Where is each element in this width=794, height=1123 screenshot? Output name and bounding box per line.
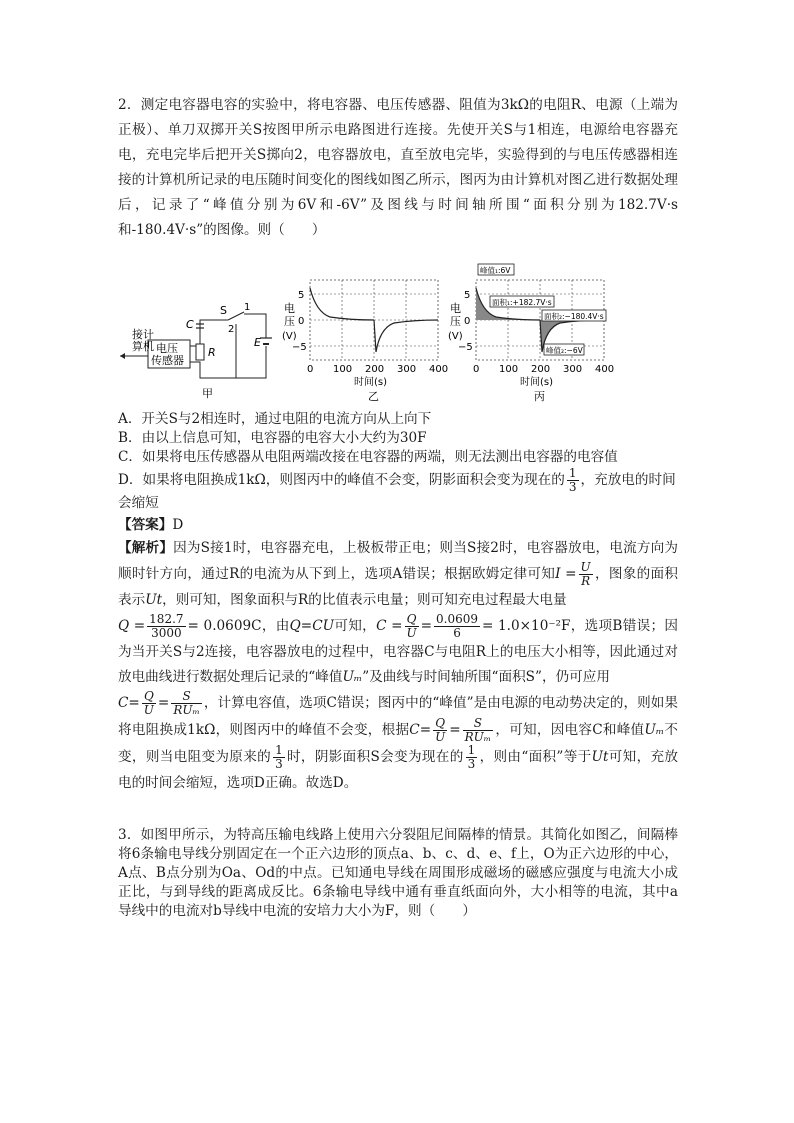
yi-xlabel: 时间(s) — [354, 377, 388, 388]
frac-one-third-2: $\frac{1}{3}$ — [275, 743, 283, 771]
yi-xtick-100: 100 — [333, 364, 353, 375]
bing-area2-label: 面积₂:−180.4V·s — [544, 312, 604, 321]
yi-xtick-300: 300 — [397, 364, 417, 375]
yi-ytick-0: 0 — [298, 316, 305, 327]
explain-part-8: ，可知，因电容C和峰值 — [495, 722, 645, 738]
explain-part-2: ，则可知，图象面积与R的比值表示电量；则可知充电过程最大电量 — [162, 592, 567, 608]
option-a[interactable]: A．开关S与2相连时，通过电阻的电流方向从上向下 — [118, 411, 432, 427]
sensor-label-1: 电压 — [156, 342, 178, 355]
explain-part-0: 因为S接1时，电容器充电，上极板带正电；则当S接2时，电容器放电，电流方向为顺时针方向，通过R的电流为从下到上，选项A错误；根据欧姆定律可知 — [118, 540, 678, 582]
bing-ytick-5: 5 — [464, 290, 471, 301]
caption-bing: 丙 — [534, 390, 545, 403]
bing-xtick-100: 100 — [499, 364, 519, 375]
frac-q-over-u-3: $\frac{Q}{U}$ — [435, 716, 446, 744]
bing-xlabel: 时间(s) — [520, 377, 554, 388]
answer-value: D — [172, 517, 184, 533]
math-eq-3: = — [449, 722, 461, 738]
math-qcu: Q=CU — [289, 618, 335, 634]
computer-label-2: 算机 — [132, 340, 154, 353]
explain-label: 【解析】 — [118, 540, 174, 556]
math-result-c: = 1.0×10⁻²F — [482, 618, 571, 634]
figure-bing-processed-graph — [446, 262, 616, 408]
yi-xtick-400: 400 — [429, 364, 449, 375]
explanation — [118, 536, 678, 796]
explain-part-5: ，选项B错误；因为当开关S与2连接，电容器放电的过程中，电容器C与电阻R上的电压大小相等，因此通过对放电曲线进行数据处理后记录的“峰值 — [118, 618, 679, 685]
explain-part-10: 时，阴影面积S会变为现在的 — [286, 749, 464, 765]
figure-jia-circuit — [116, 300, 296, 400]
resistor — [196, 344, 204, 360]
bing-xtick-0: 0 — [473, 364, 480, 375]
wire-battery — [244, 314, 266, 338]
math-um-2: Uₘ — [644, 722, 665, 738]
explain-part-7: ，计算电容值，选项C错误；图丙中的“峰值”是由电源的电动势决定的，则如果将电阻换成1kΩ，则图丙中的峰值不会变，根据 — [118, 695, 678, 738]
switch-pos-1: 1 — [244, 302, 251, 313]
caption-jia: 甲 — [202, 387, 213, 400]
switch-pos-2: 2 — [228, 324, 235, 335]
yi-ylabel-1: 电 — [284, 302, 295, 315]
frac-one-third-3: $\frac{1}{3}$ — [467, 743, 476, 771]
yi-xtick-200: 200 — [365, 364, 385, 375]
bing-ylabel-2: 压 — [450, 315, 461, 328]
explain-part-12: 可知，充放电的时间会缩短，选项D正确。故选D。 — [118, 749, 679, 791]
yi-ylabel-2: 压 — [284, 315, 295, 328]
math-eq-2: = — [157, 695, 170, 711]
bing-ylabel-1: 电 — [450, 302, 461, 315]
yi-ytick-neg5: −5 — [292, 342, 307, 353]
frac-0609-6: $\frac{0.0609}{6}$ — [436, 612, 479, 640]
wire-top — [190, 320, 228, 346]
arrow-head-icon — [120, 353, 125, 359]
question-3-stem: 3．如图甲所示，为特高压输电线路上使用六分裂阻尼间隔棒的情景。其简化如图乙，间隔棒将6条输电导线分别固定在一个正六边形的顶点a、b、c、d、e、f上，O为正六边形的中心，A点、B点分别为Oa、Od的中点。已知通电导线在周围形成磁场的磁感应强度与电流大小成正比，与到导线的距离成反比。6条输电导线中通有垂直纸面向外，大小相等的电流，其中a导线中的电流对b导线中电流的安培力大小为F，则（ ） — [118, 827, 678, 919]
option-b[interactable]: B．由以上信息可知，电容器的电容大小大约为30F — [118, 430, 427, 446]
bing-ytick-0: 0 — [464, 316, 471, 327]
option-d-text-2: ，充放电的时间会缩短 — [118, 472, 676, 511]
capacitor-label: C — [186, 318, 194, 331]
math-ut: Ut — [145, 592, 163, 608]
yi-xtick-0: 0 — [307, 364, 314, 375]
math-c: C = — [376, 618, 403, 634]
explain-part-4: 可知， — [334, 618, 377, 634]
math-ut-2: Ut — [591, 749, 609, 765]
option-d[interactable] — [118, 467, 678, 513]
frac-q-over-u: $\frac{Q}{U}$ — [406, 612, 417, 640]
explain-part-6: ”及曲线与时间轴所围“面积S”，仍可应用 — [362, 669, 610, 685]
math-q: Q = — [118, 618, 146, 634]
yi-ylabel-3: (V) — [282, 331, 297, 342]
bing-ytick-neg5: −5 — [458, 342, 473, 353]
math-eq-1: = — [420, 618, 433, 634]
math-c-3: C= — [409, 722, 432, 738]
explain-part-1: ，图象的面积表示 — [118, 566, 678, 608]
math-i: I = — [555, 566, 577, 582]
bing-ylabel-3: (V) — [448, 331, 463, 342]
option-c[interactable]: C．如果将电压传感器从电阻两端改接在电容器的两端，则无法测出电容器的电容值 — [118, 449, 618, 465]
bing-xtick-300: 300 — [563, 364, 583, 375]
frac-s-over-rum: $\frac{S}{\text{RUₘ}}$ — [173, 689, 200, 717]
resistor-label: R — [208, 346, 216, 359]
frac-u-over-r: $\frac{U}{R}$ — [580, 560, 591, 588]
bing-xtick-400: 400 — [595, 364, 615, 375]
figure-yi-voltage-graph — [280, 272, 450, 408]
computer-label-1: 接计 — [132, 328, 154, 341]
frac-q-over-u-2: $\frac{Q}{U}$ — [143, 689, 154, 717]
bing-xtick-200: 200 — [531, 364, 551, 375]
answer-label: 【答案】 — [118, 517, 173, 533]
math-um-1: Uₘ — [342, 669, 363, 685]
math-result-q: = 0.0609C — [187, 618, 262, 634]
option-d-text-1: D．如果将电阻换成1kΩ，则图丙中的峰值不会变，阴影面积会变为现在的 — [118, 472, 565, 488]
frac-s-over-rum-2: $\frac{S}{\text{RUₘ}}$ — [464, 716, 492, 744]
caption-yi: 乙 — [368, 390, 379, 403]
switch-blade — [228, 312, 244, 320]
yi-ytick-5: 5 — [298, 290, 305, 301]
frac-1827-3000: $\frac{182.7}{3000}$ — [149, 612, 184, 640]
math-c-2: C= — [118, 695, 140, 711]
explain-part-11: ，则由“面积”等于 — [479, 749, 592, 765]
bing-area1-label: 面积₁:+182.7V·s — [492, 298, 552, 307]
bing-peak1-label: 峰值₁:6V — [480, 266, 511, 275]
battery-label: E — [254, 336, 261, 349]
bing-peak2-label: 峰值₂:−6V — [546, 346, 583, 355]
switch-label: S — [220, 304, 227, 317]
sensor-label-2: 传感器 — [151, 354, 184, 367]
question-2-options — [118, 410, 678, 513]
answer-line — [118, 516, 678, 535]
frac-one-third: $\frac{1}{3}$ — [568, 466, 577, 494]
explain-part-3: ，由 — [261, 618, 290, 634]
question-2-stem: 2．测定电容器电容的实验中，将电容器、电压传感器、阻值为3kΩ的电阻R、电源（上端为正极）、单刀双掷开关S按图甲所示电路图进行连接。先使开关S与1相连，电源给电容器充电，充电完毕后把开关S掷向2，电容器放电，直至放电完毕，实验得到的与电压传感器相连接的计算机所记录的电压随时间变化的图线如图乙所示，图丙为由计算机对图乙进行数据处理后，记录了“峰值分别为6V和-6V”及图线与时间轴所围“面积分别为182.7V·s和-180.4V·s”的图像。则（ ） — [118, 97, 678, 238]
explain-part-9: 不变，则当电阻变为原来的 — [118, 722, 679, 765]
